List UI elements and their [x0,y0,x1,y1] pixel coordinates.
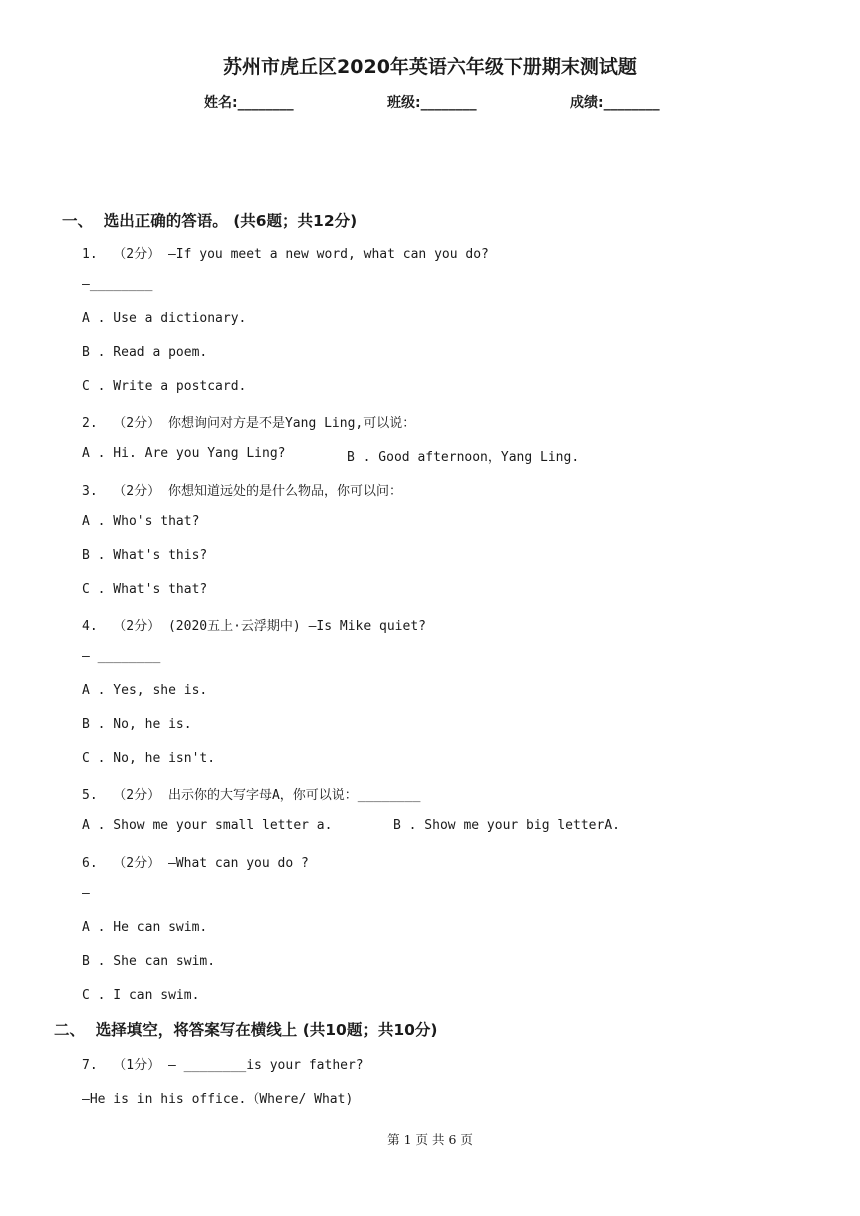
question-1-option-b: B . Read a poem. [82,345,208,360]
question-3-option-b: B . What's this? [82,548,208,563]
question-1: 1. （2分） —If you meet a new word, what can you do? [82,247,489,262]
question-5: 5. （2分） 出示你的大写字母A，你可以说：________ [82,788,421,803]
score-field: 成绩:________ [570,95,660,111]
page-footer: 第 1 页 共 6 页 [387,1132,473,1147]
question-5-option-a: A . Show me your small letter a. [82,818,333,833]
name-field: 姓名:________ [204,95,294,111]
question-4: 4. （2分） (2020五上·云浮期中) —Is Mike quiet? [82,619,426,634]
question-1-option-c: C . Write a postcard. [82,379,247,394]
question-1-blank: —________ [82,277,153,292]
question-7: 7. （1分） — ________is your father? [82,1058,364,1073]
question-6-option-b: B . She can swim. [82,954,216,969]
question-6-blank: — [82,886,90,901]
question-2: 2. （2分） 你想询问对方是不是Yang Ling,可以说： [82,416,416,431]
question-7-answer-line: —He is in his office.（Where/ What) [82,1092,354,1107]
question-2-option-b: B . Good afternoon，Yang Ling. [347,450,580,465]
question-4-option-b: B . No, he is. [82,717,192,732]
question-5-option-b: B . Show me your big letterA. [393,818,620,833]
question-4-option-a: A . Yes, she is. [82,683,208,698]
question-3-option-a: A . Who's that? [82,514,200,529]
section-2-title: 二、 选择填空，将答案写在横线上 (共10题；共10分) [54,1021,438,1039]
question-1-option-a: A . Use a dictionary. [82,311,247,326]
section-1-title: 一、 选出正确的答语。 (共6题；共12分) [62,212,358,230]
question-3-option-c: C . What's that? [82,582,208,597]
question-4-blank: — ________ [82,649,161,664]
page-title: 苏州市虎丘区2020年英语六年级下册期末测试题 [223,56,637,78]
class-field: 班级:________ [387,95,477,111]
question-6-option-c: C . I can swim. [82,988,200,1003]
question-6-option-a: A . He can swim. [82,920,208,935]
question-3: 3. （2分） 你想知道远处的是什么物品，你可以问： [82,484,402,499]
question-6: 6. （2分） —What can you do ? [82,856,309,871]
question-4-option-c: C . No, he isn't. [82,751,216,766]
question-2-option-a: A . Hi. Are you Yang Ling? [82,446,286,461]
